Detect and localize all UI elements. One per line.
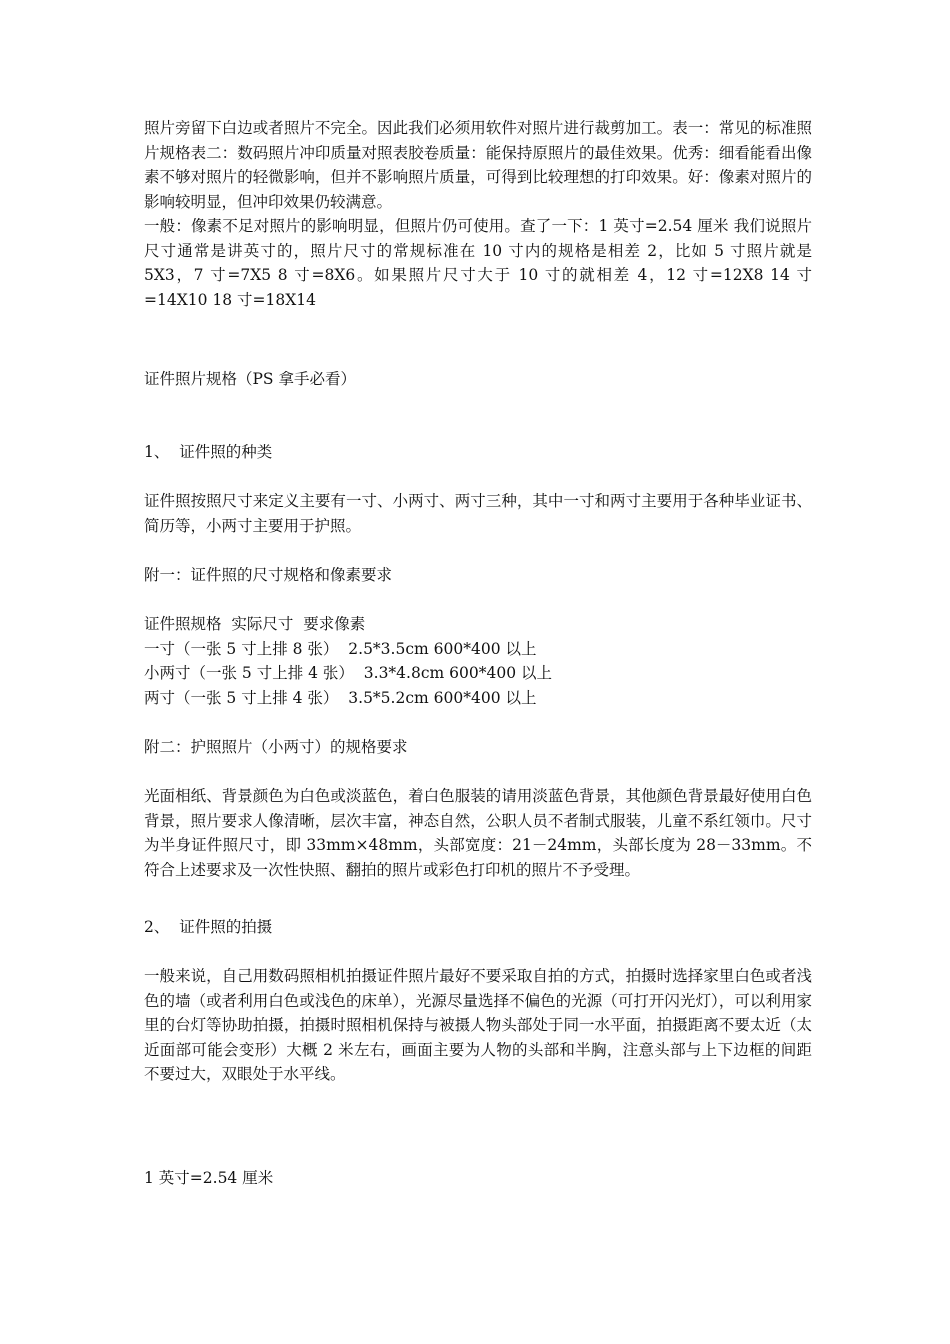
spec-table-header: 证件照规格 实际尺寸 要求像素 bbox=[144, 615, 366, 633]
footer-note: 1 英寸=2.54 厘米 bbox=[144, 1169, 274, 1187]
appendix-2-title: 附二：护照照片（小两寸）的规格要求 bbox=[144, 738, 408, 756]
appendix-2-body: 光面相纸、背景颜色为白色或淡蓝色，着白色服装的请用淡蓝色背景，其他颜色背景最好使用白色背景，照片要求人像清晰，层次丰富，神态自然，公职人员不者制式服装，儿童不系红领巾。尺寸为半身证件照尺寸，即 33mm×48mm，头部宽度：21－24mm，头部长度为 28－33mm。不符合上述要求及一次性快照、翻拍的照片或彩色打印机的照片不予受理。 bbox=[144, 787, 812, 879]
section-1-body: 证件照按照尺寸来定义主要有一寸、小两寸、两寸三种，其中一寸和两寸主要用于各种毕业证书、简历等，小两寸主要用于护照。 bbox=[144, 492, 812, 535]
section-2-body: 一般来说，自己用数码照相机拍摄证件照片最好不要采取自拍的方式，拍摄时选择家里白色或者浅色的墙（或者利用白色或浅色的床单），光源尽量选择不偏色的光源（可打开闪光灯），可以利用家里的台灯等协助拍摄，拍摄时照相机保持与被摄人物头部处于同一水平面，拍摄距离不要太近（太近面部可能会变形）大概 2 米左右，画面主要为人物的头部和半胸，注意头部与上下边框的间距不要过大，双眼处于水平线。 bbox=[144, 967, 812, 1083]
spec-table-row: 一寸（一张 5 寸上排 8 张） 2.5*3.5cm 600*400 以上 bbox=[144, 640, 537, 658]
section-2-heading: 2、 证件照的拍摄 bbox=[144, 918, 273, 936]
intro-paragraph-2: 一般：像素不足对照片的影响明显，但照片仍可使用。查了一下：1 英寸=2.54 厘米 我们说照片尺寸通常是讲英寸的，照片尺寸的常规标准在 10 寸内的规格是相差 2，比如 5 寸照片就是 5X3，7 寸=7X5 8 寸=8X6。如果照片尺寸大于 10 寸的就相差 4，12 寸=12X8 14 寸=14X10 18 寸=18X14 bbox=[144, 217, 812, 309]
spec-table-row: 小两寸（一张 5 寸上排 4 张） 3.3*4.8cm 600*400 以上 bbox=[144, 664, 552, 682]
intro-paragraph-1: 照片旁留下白边或者照片不完全。因此我们必须用软件对照片进行裁剪加工。表一：常见的标准照片规格表二：数码照片冲印质量对照表胶卷质量：能保持原照片的最佳效果。优秀：细看能看出像素不够对照片的轻微影响，但并不影响照片质量，可得到比较理想的打印效果。好：像素对照片的影响较明显，但冲印效果仍较满意。 bbox=[144, 119, 812, 211]
section-title: 证件照片规格（PS 拿手必看） bbox=[144, 370, 356, 388]
appendix-1-title: 附一：证件照的尺寸规格和像素要求 bbox=[144, 566, 393, 584]
spec-table-row: 两寸（一张 5 寸上排 4 张） 3.5*5.2cm 600*400 以上 bbox=[144, 689, 537, 707]
section-1-heading: 1、 证件照的种类 bbox=[144, 443, 273, 461]
